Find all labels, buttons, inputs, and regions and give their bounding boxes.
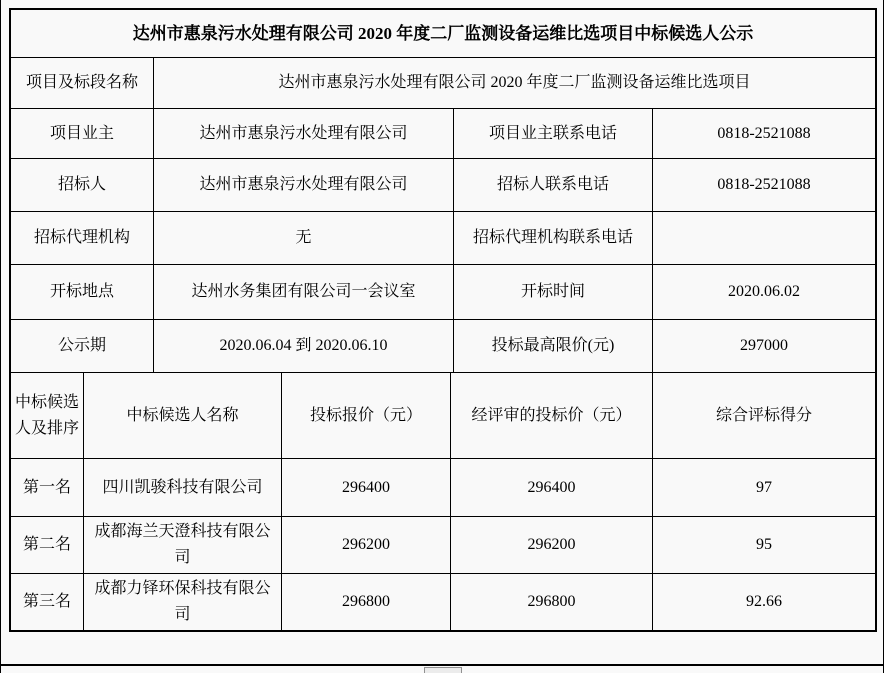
candidate-rank: 第一名 bbox=[11, 458, 84, 516]
candidate-row bbox=[11, 573, 875, 630]
info-value: 0818-2521088 bbox=[653, 158, 875, 211]
candidate-score: 97 bbox=[653, 458, 875, 516]
candidate-bid-price: 296400 bbox=[282, 458, 451, 516]
info-value bbox=[653, 211, 875, 264]
candidate-bid-price: 296800 bbox=[282, 573, 451, 630]
info-label: 招标人 bbox=[11, 158, 154, 211]
candidate-name: 成都海兰天澄科技有限公司 bbox=[84, 516, 282, 573]
info-label: 开标时间 bbox=[454, 264, 653, 319]
info-label: 项目及标段名称 bbox=[11, 57, 154, 108]
candidate-rank: 第二名 bbox=[11, 516, 84, 573]
info-value: 0818-2521088 bbox=[653, 108, 875, 158]
table-row bbox=[11, 158, 875, 211]
candidate-rank: 第三名 bbox=[11, 573, 84, 630]
column-header: 中标候选人名称 bbox=[84, 372, 282, 458]
candidate-name: 成都力铎环保科技有限公司 bbox=[84, 573, 282, 630]
candidate-bid-price: 296200 bbox=[282, 516, 451, 573]
info-label: 项目业主联系电话 bbox=[454, 108, 653, 158]
scrollbar-thumb[interactable] bbox=[424, 667, 462, 673]
table-row bbox=[11, 319, 875, 372]
info-label: 开标地点 bbox=[11, 264, 154, 319]
table-row bbox=[11, 211, 875, 264]
info-value: 达州市惠泉污水处理有限公司 bbox=[154, 158, 454, 211]
candidate-evaluated-price: 296800 bbox=[451, 573, 653, 630]
table-row bbox=[11, 108, 875, 158]
info-label: 投标最高限价(元) bbox=[454, 319, 653, 372]
info-value: 达州水务集团有限公司一会议室 bbox=[154, 264, 454, 319]
column-header: 投标报价（元） bbox=[282, 372, 451, 458]
candidate-score: 92.66 bbox=[653, 573, 875, 630]
candidate-row bbox=[11, 516, 875, 573]
candidate-name: 四川凯骏科技有限公司 bbox=[84, 458, 282, 516]
info-value: 2020.06.02 bbox=[653, 264, 875, 319]
table-row bbox=[11, 264, 875, 319]
table-row bbox=[11, 57, 875, 108]
info-value: 2020.06.04 到 2020.06.10 bbox=[154, 319, 454, 372]
info-label: 项目业主 bbox=[11, 108, 154, 158]
candidate-evaluated-price: 296200 bbox=[451, 516, 653, 573]
page-title: 达州市惠泉污水处理有限公司 2020 年度二厂监测设备运维比选项目中标候选人公示 bbox=[132, 23, 754, 43]
info-label: 招标人联系电话 bbox=[454, 158, 653, 211]
column-header: 中标候选人及排序 bbox=[11, 372, 84, 458]
info-label: 公示期 bbox=[11, 319, 154, 372]
info-value: 297000 bbox=[653, 319, 875, 372]
candidate-row bbox=[11, 458, 875, 516]
candidates-header-row bbox=[11, 372, 875, 458]
column-header: 经评审的投标价（元） bbox=[451, 372, 653, 458]
info-value: 达州市惠泉污水处理有限公司 2020 年度二厂监测设备运维比选项目 bbox=[154, 57, 875, 108]
column-header: 综合评标得分 bbox=[653, 372, 875, 458]
info-label: 招标代理机构联系电话 bbox=[454, 211, 653, 264]
viewport-bottom-border bbox=[1, 664, 883, 666]
info-value: 达州市惠泉污水处理有限公司 bbox=[154, 108, 454, 158]
info-value: 无 bbox=[154, 211, 454, 264]
candidate-evaluated-price: 296400 bbox=[451, 458, 653, 516]
announcement-table bbox=[9, 8, 877, 632]
candidate-score: 95 bbox=[653, 516, 875, 573]
title-row bbox=[11, 10, 875, 57]
info-label: 招标代理机构 bbox=[11, 211, 154, 264]
